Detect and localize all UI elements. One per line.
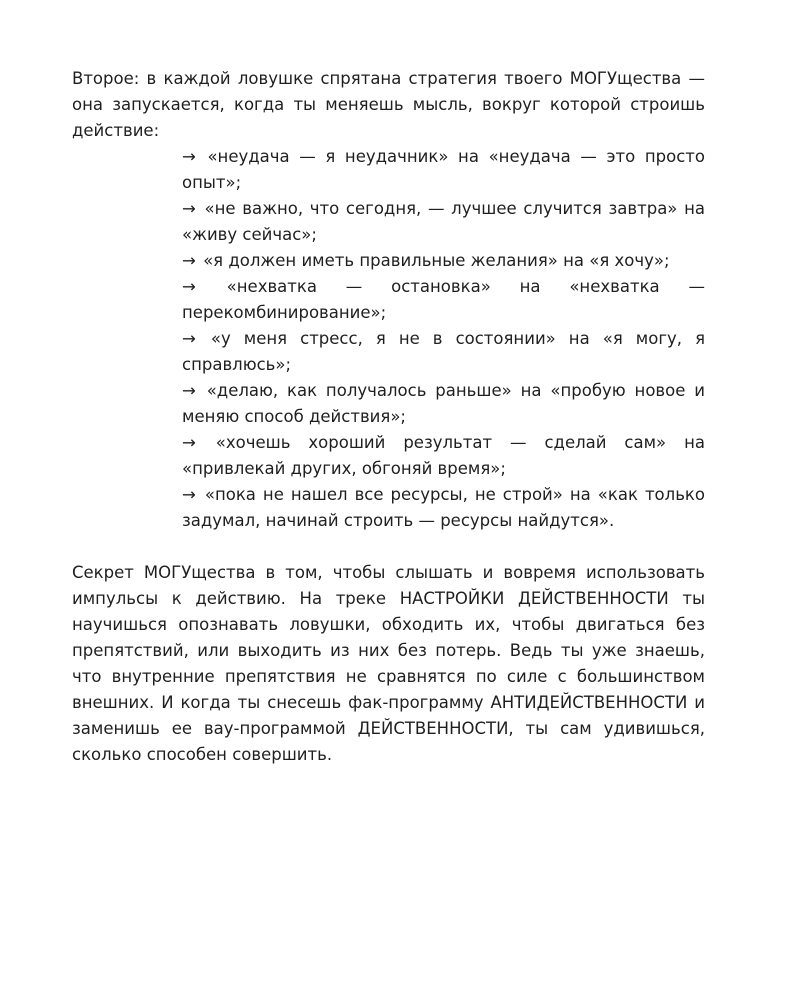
list-item — [182, 274, 705, 326]
list-item — [182, 430, 705, 482]
arrow-right-icon: → — [182, 277, 196, 296]
arrow-right-icon: → — [182, 485, 196, 504]
list-item — [182, 482, 705, 534]
document-page — [72, 66, 705, 768]
secret-paragraph: Секрет МОГУщества в том, чтобы слышать и вовремя использовать импульсы к действию. На треке НАСТРОЙКИ ДЕЙСТВЕННОСТИ ты научишься опознавать ловушки, обходить их, чтобы двигаться без препятствий, или выходить из них без потерь. Ведь ты уже знаешь, что внутренние препятствия не сравнятся по силе с большинством внешних. И когда ты снесешь фак-программу АНТИДЕЙСТВЕННОСТИ и заменишь ее вау-программой ДЕЙСТВЕННОСТИ, ты сам удивишься, сколько способен совершить. — [72, 563, 705, 764]
list-item — [182, 326, 705, 378]
list-item-text: «у меня стресс, я не в состоянии» на «я могу, я справлюсь»; — [182, 329, 705, 374]
arrow-right-icon: → — [182, 147, 196, 166]
list-item-text: «не важно, что сегодня, — лучшее случится завтра» на «живу сейчас»; — [182, 199, 705, 244]
arrow-right-icon: → — [182, 381, 196, 400]
list-item — [182, 144, 705, 196]
intro-paragraph: Второе: в каждой ловушке спрятана стратегия твоего МОГУщества — она запускается, когда ты меняешь мысль, вокруг которой строишь действие: — [72, 69, 705, 140]
arrow-right-icon: → — [182, 433, 196, 452]
list-item-text: «неудача — я неудачник» на «неудача — это просто опыт»; — [182, 147, 705, 192]
list-item-text: «нехватка — остановка» на «нехватка — перекомбинирование»; — [182, 277, 705, 322]
list-item — [182, 196, 705, 248]
list-item — [182, 378, 705, 430]
list-item-text: «пока не нашел все ресурсы, не строй» на «как только задумал, начинай строить — ресурсы найдутся». — [182, 485, 705, 530]
arrow-right-icon: → — [182, 251, 196, 270]
list-item-text: «делаю, как получалось раньше» на «пробую новое и меняю способ действия»; — [182, 381, 705, 426]
thought-swap-list — [72, 144, 705, 534]
list-item-text: «хочешь хороший результат — сделай сам» на «привлекай других, обгоняй время»; — [182, 433, 705, 478]
list-item-text: «я должен иметь правильные желания» на «я хочу»; — [203, 251, 670, 270]
arrow-right-icon: → — [182, 329, 196, 348]
arrow-right-icon: → — [182, 199, 196, 218]
list-item — [182, 248, 705, 274]
